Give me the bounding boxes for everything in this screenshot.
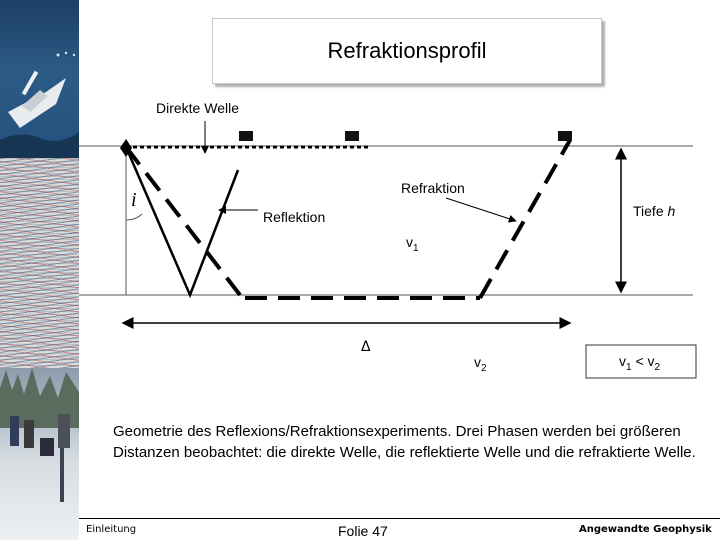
footer-slide-number: Folie 47 <box>338 523 388 539</box>
receiver-3 <box>558 131 572 141</box>
refraction-path-down <box>126 147 240 295</box>
angle-arc <box>126 214 142 220</box>
v2-label: $v_2$ <box>474 354 487 374</box>
description-text: Geometrie des Reflexions/Refraktionsexperiments. Drei Phasen werden bei größeren Distanzen beobachtet: die direkte Welle, die reflektierte Welle und die refraktierte Welle. <box>113 423 696 461</box>
refraction-pointer <box>446 198 513 220</box>
angle-label: i <box>131 189 137 211</box>
direct-wave-label: Direkte Welle <box>156 100 239 116</box>
depth-label: Tiefe h <box>633 203 676 219</box>
velocity-relation-label: $v_1 < v_2$ <box>619 353 661 373</box>
reflection-path <box>126 147 238 295</box>
v1-label: $v_1$ <box>406 234 419 254</box>
refraction-label: Refraktion <box>401 180 465 196</box>
footer-course-label: Angewandte Geophysik <box>579 524 712 535</box>
refraction-path-up <box>480 140 570 298</box>
receiver-1 <box>239 131 253 141</box>
footer-divider <box>79 518 720 519</box>
slide-title: Refraktionsprofil <box>212 18 602 84</box>
delta-label: Δ <box>361 339 371 355</box>
receiver-2 <box>345 131 359 141</box>
footer-section-label: Einleitung <box>86 524 137 535</box>
reflection-label: Reflektion <box>263 209 326 225</box>
